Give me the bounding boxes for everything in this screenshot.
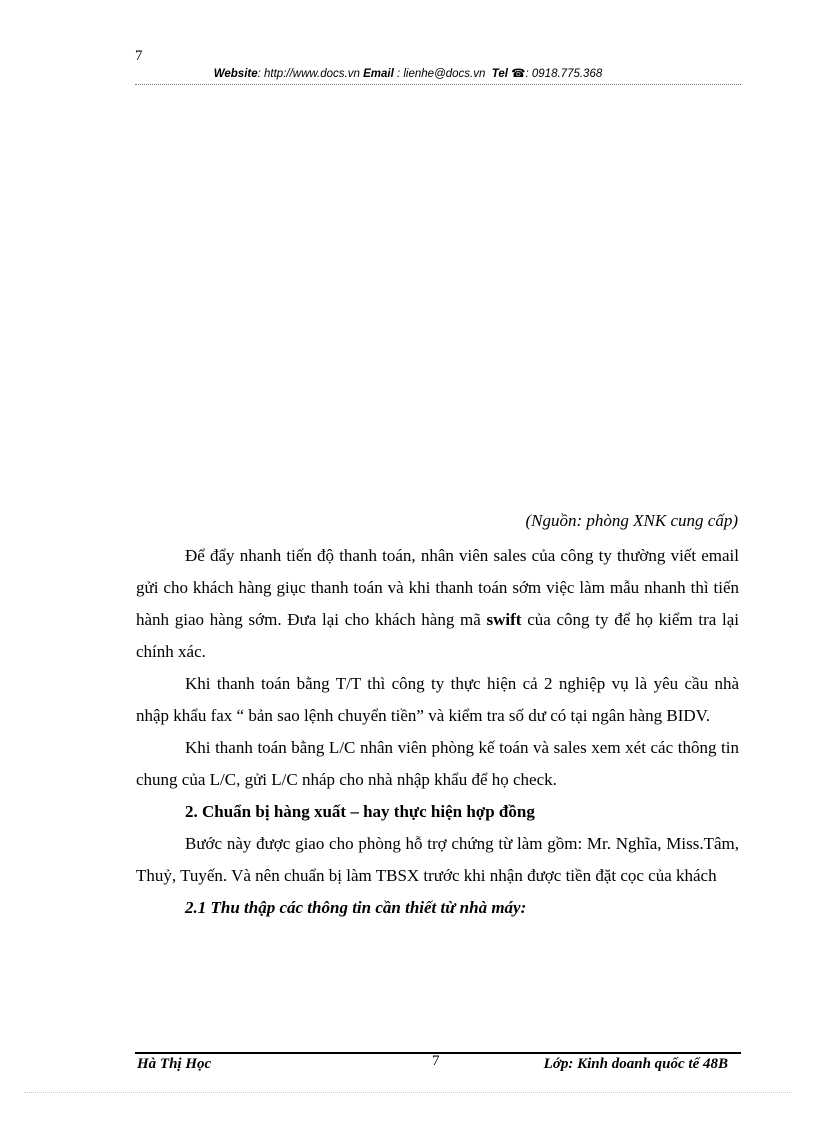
phone-icon: ☎ bbox=[511, 68, 526, 80]
website-value[interactable]: : http://www.docs.vn bbox=[257, 68, 360, 80]
tel-label: Tel bbox=[491, 68, 508, 80]
footer-author: Hà Thị Học bbox=[137, 1056, 212, 1072]
source-note: (Nguồn: phòng XNK cung cấp) bbox=[525, 511, 738, 530]
subsection-heading: 2.1 Thu thập các thông tin cần thiết từ nhà máy: bbox=[185, 898, 527, 917]
footer-page-number: 7 bbox=[432, 1053, 440, 1069]
body-text bbox=[136, 540, 739, 924]
header-page-number: 7 bbox=[135, 48, 143, 64]
footer-class-label: Lớp: Kinh doanh quốc tế 48B bbox=[543, 1056, 728, 1072]
paragraph-1-text-b: của công ty để họ kiểm tra lại chính xác. bbox=[136, 610, 739, 661]
paragraph-2: Khi thanh toán bằng T/T thì công ty thực hiện cả 2 nghiệp vụ là yêu cầu nhà nhập khẩu fax “ bản sao lệnh chuyển tiền” và kiểm tra số dư có tại ngân hàng BIDV. bbox=[136, 674, 739, 725]
page-bottom-rule bbox=[24, 1092, 792, 1093]
paragraph-1 bbox=[136, 540, 739, 668]
header-contact-line bbox=[0, 66, 816, 80]
paragraph-3: Khi thanh toán bằng L/C nhân viên phòng kế toán và sales xem xét các thông tin chung của L/C, gửi L/C nháp cho nhà nhập khẩu để họ check. bbox=[136, 738, 739, 789]
paragraph-4: Bước này được giao cho phòng hỗ trợ chứng từ làm gồm: Mr. Nghĩa, Miss.Tâm, Thuỷ, Tuyến. Và nên chuẩn bị làm TBSX trước khi nhận được tiền đặt cọc của khách bbox=[136, 834, 739, 885]
email-value[interactable]: : lienhe@docs.vn bbox=[396, 68, 486, 80]
website-label: Website bbox=[213, 68, 258, 80]
header-rule bbox=[135, 84, 741, 85]
paragraph-1-text-a: Để đẩy nhanh tiến độ thanh toán, nhân viên sales của công ty thường viết email gửi cho khách hàng giục thanh toán và khi thanh toán sớm việc làm mẫu nhanh thì tiến hành giao hàng sớm. Đưa lại cho khách hàng mã bbox=[136, 546, 739, 629]
section-heading: 2. Chuẩn bị hàng xuất – hay thực hiện hợp đồng bbox=[185, 802, 535, 821]
swift-term: swift bbox=[486, 610, 522, 629]
email-label: Email bbox=[363, 68, 394, 80]
tel-value: : 0918.775.368 bbox=[525, 68, 603, 80]
